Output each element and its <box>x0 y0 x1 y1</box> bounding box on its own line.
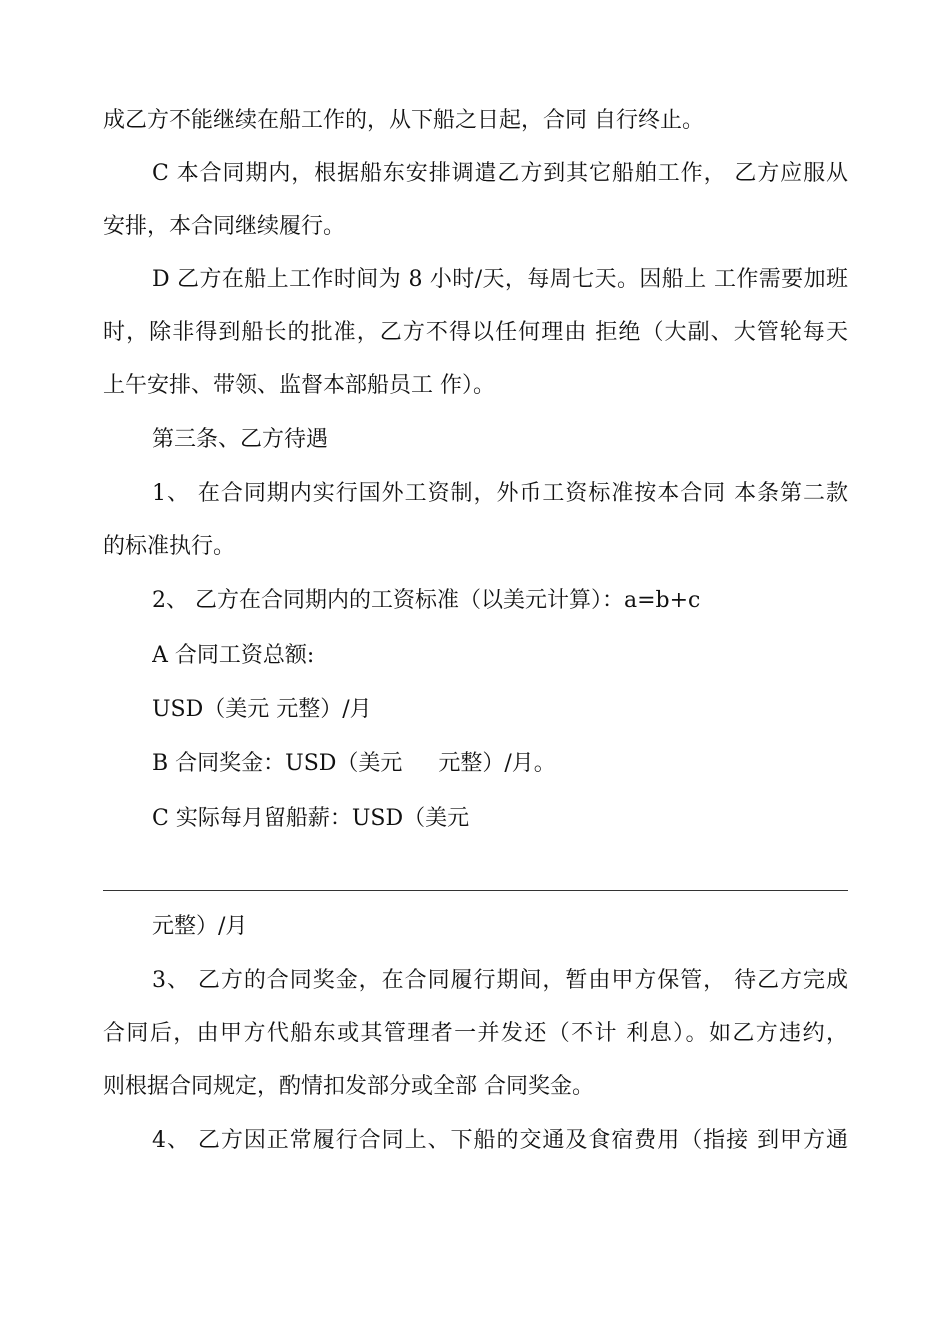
paragraph-line: 安排，本合同继续履行。 <box>103 214 346 239</box>
paragraph-line: C 本合同期内，根据船东安排调遣乙方到其它船舶工作， 乙方应服从 <box>152 161 848 186</box>
paragraph-line: 成乙方不能继续在船工作的，从下船之日起，合同 自行终止。 <box>103 108 704 133</box>
paragraph-line: USD（美元 元整）/月 <box>152 697 372 722</box>
section-heading: 第三条、乙方待遇 <box>152 427 329 452</box>
paragraph-line: 上午安排、带领、监督本部船员工 作）。 <box>103 373 495 398</box>
paragraph-line: D 乙方在船上工作时间为 8 小时/天，每周七天。因船上 工作需要加班 <box>152 267 848 292</box>
paragraph-line: 元整）/月 <box>152 914 248 939</box>
paragraph-line: 2、 乙方在合同期内的工资标准（以美元计算）：a=b+c <box>152 588 701 613</box>
paragraph-line: 则根据合同规定，酌情扣发部分或全部 合同奖金。 <box>103 1074 594 1099</box>
paragraph-line: 1、 在合同期内实行国外工资制，外币工资标准按本合同 本条第二款 <box>152 481 848 506</box>
paragraph-line: B 合同奖金：USD（美元 元整）/月。 <box>152 751 556 776</box>
paragraph-line: 的标准执行。 <box>103 534 236 559</box>
paragraph-line: 合同后，由甲方代船东或其管理者一并发还（不计 利息）。如乙方违约， <box>103 1021 848 1046</box>
paragraph-line: 3、 乙方的合同奖金，在合同履行期间，暂由甲方保管， 待乙方完成 <box>152 968 848 993</box>
horizontal-divider <box>103 890 848 891</box>
paragraph-line: C 实际每月留船薪：USD（美元 <box>152 806 470 831</box>
paragraph-line: A 合同工资总额: <box>152 643 315 668</box>
paragraph-line: 时，除非得到船长的批准，乙方不得以任何理由 拒绝（大副、大管轮每天 <box>103 320 848 345</box>
paragraph-line: 4、 乙方因正常履行合同上、下船的交通及食宿费用（指接 到甲方通 <box>152 1128 848 1153</box>
